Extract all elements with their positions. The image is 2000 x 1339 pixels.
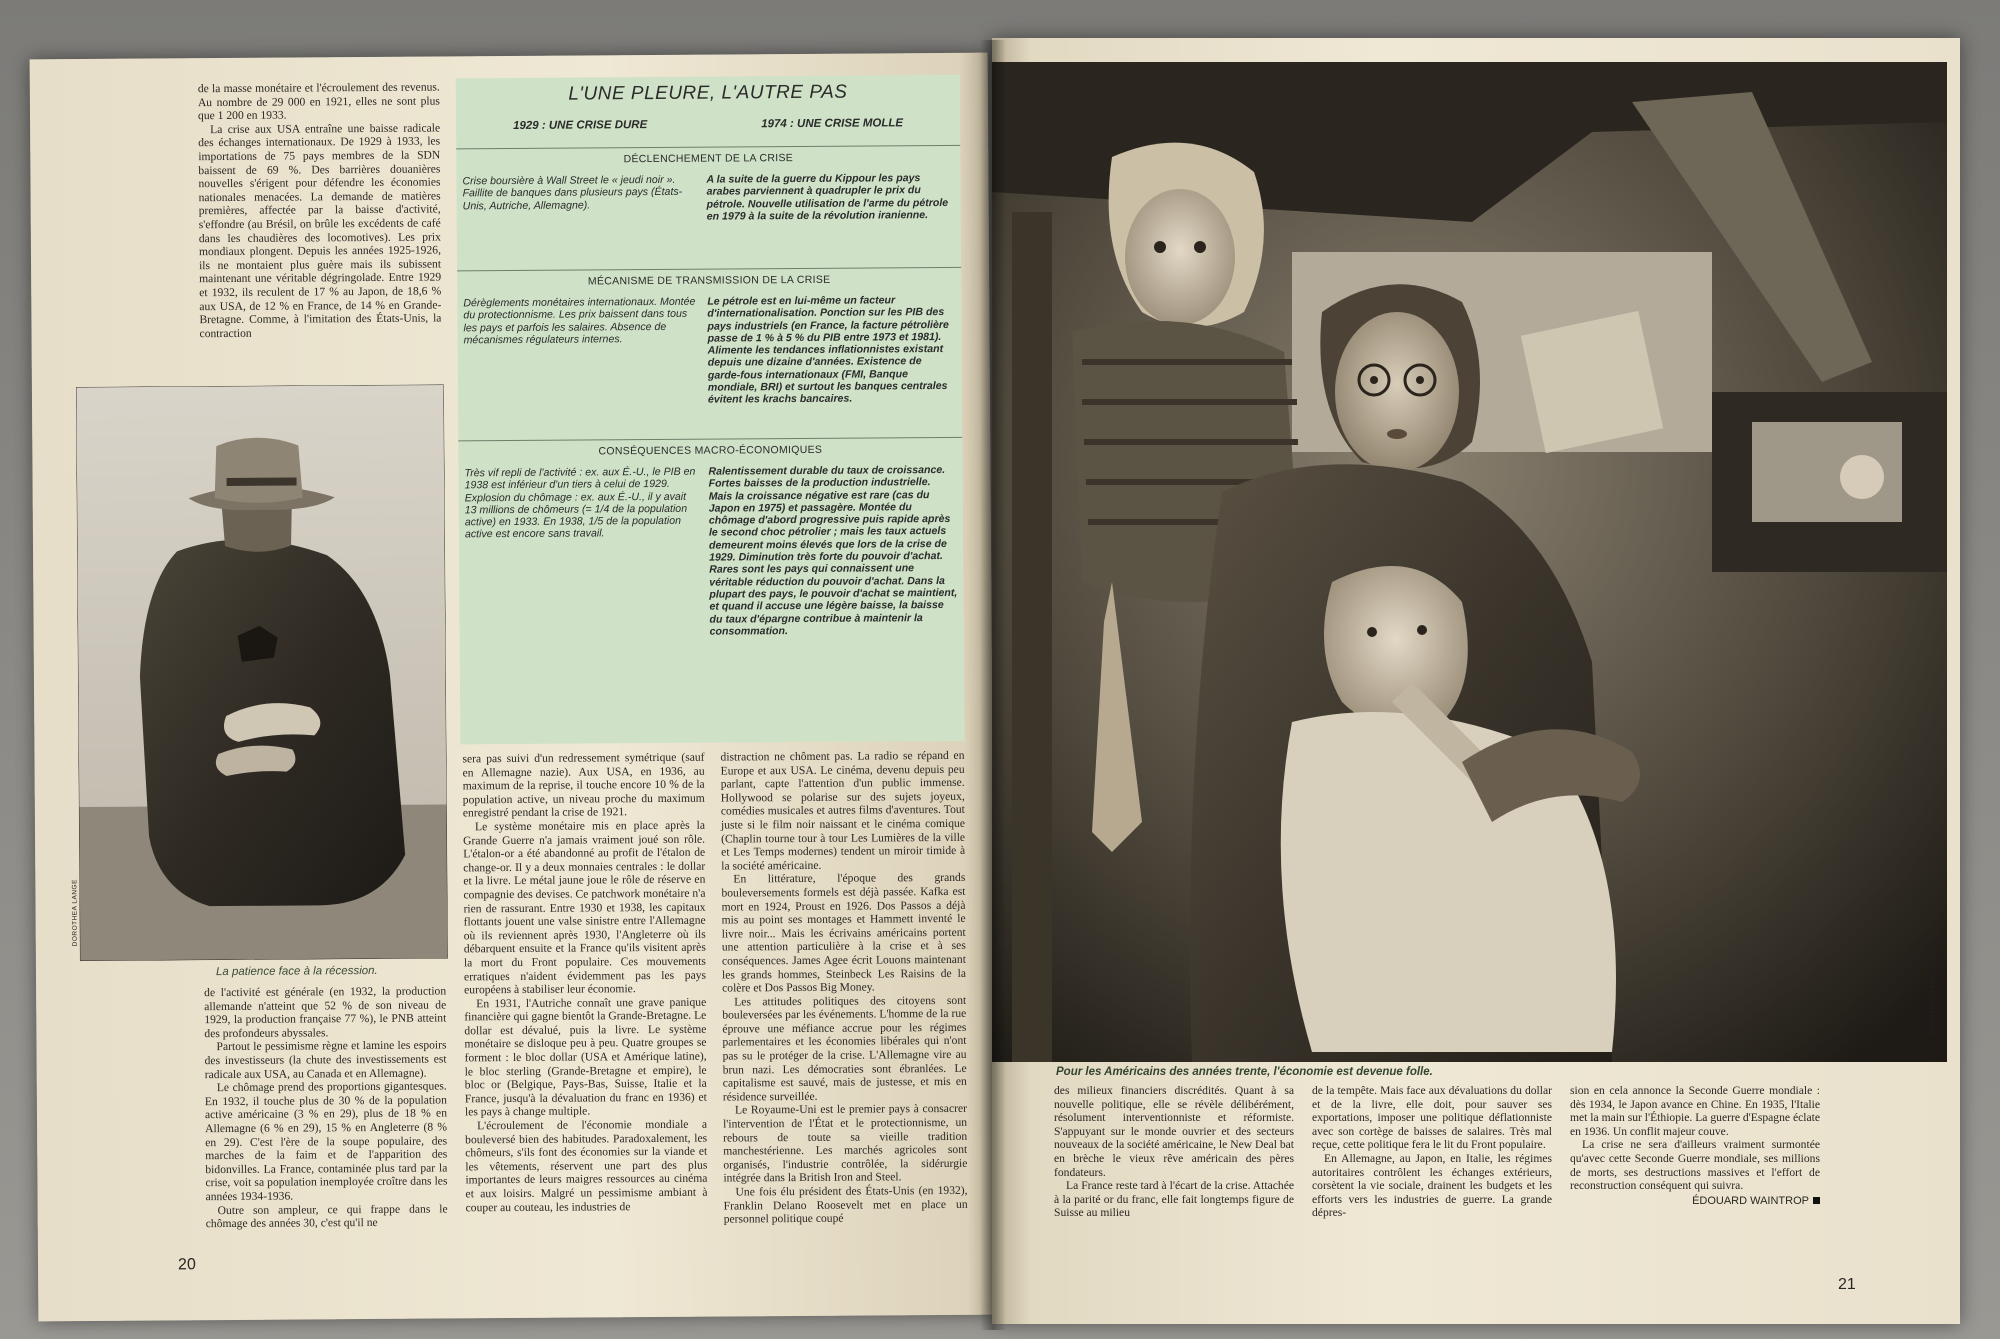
paragraph: de l'activité est générale (en 1932, la production allemande n'atteint que 52 % de son niveau de 1929, la production française 77 %), le PNB atteint des profondeurs abyssales. [204, 984, 447, 1040]
sidebar-section-title: DÉCLENCHEMENT DE LA CRISE [623, 152, 794, 166]
sidebar-text-1974: A la suite de la guerre du Kippour les pays arabes parviennent à quadrupler le prix du pétrole. Nouvelle utilisation de l'arme du pétrole en 1979 à la suite de la révolution iranienne. [706, 172, 949, 223]
comparison-sidebar [456, 75, 965, 745]
paragraph: des milieux financiers discrédités. Quant à sa nouvelle politique, elle se révèle délibérément, résolument interventionniste et réformiste. S'appuyant sur le monde ouvrier et des secteurs nouveaux de la société américaine, le New Deal bat en brèche le vieux rêve américain des pères fondateurs. [1054, 1084, 1294, 1179]
sidebar-text-1929: Crise boursière à Wall Street le « jeudi noir ». Faillite de banques dans plusieurs pays (États-Unis, Autriche, Allemagne). [462, 173, 683, 212]
sidebar-section-transmission [457, 267, 962, 432]
paragraph: En Allemagne, au Japon, en Italie, les régimes autoritaires contrôlent les échanges extérieurs, corsètent la vie sociale, drainent les budgets et les efforts vers les industries de guerre. La grande dépres- [1312, 1151, 1552, 1220]
paragraph: Outre son ampleur, ce qui frappe dans le chômage des années 30, c'est qu'il ne [205, 1201, 448, 1231]
sidebar-title: L'UNE PLEURE, L'AUTRE PAS [568, 81, 848, 105]
paragraph: sera pas suivi d'un redressement symétrique (sauf en Allemagne nazie). Aux USA, en 1936, au maximum de la reprise, il touche encore 10 % de la population active, un niveau proche du maximum enregistré pendant la crise de 1921. [462, 750, 705, 820]
article-right-column-2 [1312, 1084, 1552, 1220]
photo-man-waiting [76, 384, 448, 961]
article-column-2 [462, 751, 707, 1215]
sidebar-column-heads [456, 117, 960, 133]
paragraph: Partout le pessimisme règne et lamine les espoirs des investisseurs (la chute des investissements est radicale aux USA, au Canada et en Allemagne). [204, 1038, 447, 1081]
author-name: ÉDOUARD WAINTROP [1692, 1194, 1809, 1207]
paragraph: de la masse monétaire et l'écroulement des revenus. Au nombre de 29 000 en 1921, elles ne sont plus que 1 200 en 1933. [197, 80, 440, 123]
photo-credit-left: DOROTHEA LANGE [71, 879, 79, 947]
sidebar-section-title: CONSÉQUENCES MACRO-ÉCONOMIQUES [598, 443, 823, 458]
sidebar-text-1929: Très vif repli de l'activité : ex. aux É.-U., le PIB en 1938 est inférieur d'un tiers à celui de 1929. Explosion du chômage : ex. aux É.-U., il y avait 13 millions de chômeurs (= 1/4 de la population active) en 1933. En 1938, 1/5 de la population active est encore sans travail. [464, 465, 696, 541]
sidebar-section-consequences [458, 437, 964, 742]
paragraph: sion en cela annonce la Seconde Guerre mondiale : dès 1934, le Japon avance en Chine. En 1935, l'Italie met la main sur l'Éthiopie. La guerre d'Espagne éclate en 1936. Un conflit majeur couve. [1570, 1084, 1820, 1138]
paragraph: La France reste tard à l'écart de la crise. Attachée à la parité or du franc, elle fait longtemps figure de Suisse au milieu [1054, 1179, 1294, 1220]
paragraph: Le chômage prend des proportions gigantesques. En 1932, il touche plus de 30 % de la population active américaine (3 % en 29), plus de 18 % en Allemagne (6 % en 29), 15 % en Angleterre (8 % en 29). C'est l'ère de la soupe populaire, des marches de la faim et de l'apparition des bidonvilles. La France, contaminée plus tard par la crise, voit sa population inemployée croître dans les années 1934-1936. [204, 1079, 448, 1204]
paragraph: Une fois élu président des États-Unis (en 1932), Franklin Delano Roosevelt met en place un personnel politique coupé [723, 1183, 968, 1226]
page-number-right: 21 [1838, 1276, 1856, 1293]
photo-credit-right: DOROTHEA LANGE [1930, 968, 1937, 1036]
sidebar-section-title: MÉCANISME DE TRANSMISSION DE LA CRISE [587, 273, 831, 288]
sidebar-head-1974: 1974 : UNE CRISE MOLLE [761, 117, 904, 131]
paragraph: En littérature, l'époque des grands bouleversements formels est déjà passée. Kafka est mort en 1924, Proust en 1926. Dos Passos a déjà mis au point ses montages et Hammett inventé le livre noir... Mais les écrivains américains portent une attention particulière à la crise et à ses conséquences. James Agee écrit Louons maintenant les grands hommes, Steinbeck Les Raisins de la colère et Dos Passos Big Money. [721, 871, 967, 995]
paragraph: Le système monétaire mis en place après la Grande Guerre n'a jamais vraiment joué son rôle. L'étalon-or a été abandonné au profit de l'étalon de change-or. Il y a deux monnaies centrales : le dollar et la livre. Le métal jaune joue le rôle de réserve en compagnie des devises. Ce patchwork monétaire n'a rien de rassurant. Entre 1930 et 1938, les capitaux flottants jouent une valse sinistre entre l'Allemagne où ils reviennent après 1930, l'Angleterre où ils débarquent ensuite et la France qu'ils visitent après la mort du Front populaire. Ces mouvements erratiques n'aident évidemment pas les pays européens à stabiliser leur économie. [463, 818, 707, 997]
paragraph: Les attitudes politiques des citoyens sont bouleversées par les événements. L'homme de la rue éprouve une méfiance accrue pour les régimes parlementaires et les économies libérales qui n'ont pas su le protéger de la crise. L'Allemagne vire au brun nazi. Les démocraties sont ébranlées. Le capitalisme est sauvé, mais de justesse, et mis en résidence surveillée. [722, 993, 967, 1104]
author-signature [1570, 1195, 1820, 1209]
photo-migrant-family-image [992, 62, 1947, 1062]
paragraph: L'écroulement de l'économie mondiale a bouleversé bien des habitudes. Paradoxalement, les chômeurs, s'ils font des économies sur la viande et les vêtements, réservent une part des plus importantes de leurs maigres ressources au cinéma et aux loisirs. Malgré un pessimisme ambiant à couper au couteau, les industries de [465, 1117, 708, 1214]
sidebar-text-1974: Ralentissement durable du taux de croissance. Fortes baisses de la production industrielle. Mais la croissance négative est rare (cas du Japon en 1975) et passagère. Montée du chômage d'abord progressive puis rapide après le second choc pétrolier ; mais les taux actuels demeurent moins élevés que lors de la crise de 1929. Diminution très forte du pouvoir d'achat. Rares sont les pays qui connaissent une véritable réduction du pouvoir d'achat. Dans la plupart des pays, le pouvoir d'achat se maintient, et quand il accuse une légère baisse, la baisse du taux d'épargne contribue à maintenir la consommation. [708, 463, 958, 638]
left-page [30, 53, 997, 1322]
end-mark-icon [1813, 1197, 1820, 1204]
paragraph: La crise ne sera d'ailleurs vraiment surmontée qu'avec cette Seconde Guerre mondiale, ses millions de morts, ses destructions massives et l'effort de reconstruction conséquent qui suivra. [1570, 1138, 1820, 1193]
paragraph: La crise aux USA entraîne une baisse radicale des échanges internationaux. De 1929 à 1933, les importations de 75 pays membres de la SDN baissent de 69 %. Des barrières douanières nouvelles s'érigent pour défendre les économies nationales menacées. La demande de matières premières, affectée par la baisse d'activité, s'effondre (au Brésil, on brûle les excédents de café dans les chaudières des locomotives). Les prix mondiaux plongent. Depuis les années 1925-1926, ils ne montaient plus guère mais ils subissent maintenant une véritable dégringolade. Entre 1929 et 1932, ils reculent de 17 % au Japon, de 18,6 % aux USA, de 12 % en France, de 14 % en Grande-Bretagne. Comme, à l'imitation des États-Unis, la contraction [198, 121, 442, 340]
article-right-column-1 [1054, 1084, 1294, 1220]
page-number-left: 20 [177, 1256, 196, 1274]
paragraph: de la tempête. Mais face aux dévaluations du dollar et de la livre, elle doit, pour sauver ses exportations, imposer une politique déflationniste avec son cortège de baisses de salaires. Très mal reçue, cette politique fera le lit du Front populaire. [1312, 1084, 1552, 1152]
right-page [992, 38, 1960, 1324]
article-right-column-3 [1570, 1084, 1820, 1208]
article-top-column [198, 80, 442, 340]
caption-right-photo: Pour les Américains des années trente, l'économie est devenue folle. [1056, 1066, 1433, 1078]
paragraph: Le Royaume-Uni est le premier pays à consacrer l'intervention de l'État et le protectionnisme, un rebours de toute sa vieille tradition manchestérienne. Les marchés agricoles sont organisés, l'industrie contrôlée, la sidérurgie intégrée dans la British Iron and Steel. [723, 1102, 968, 1185]
binding-gutter [980, 40, 1006, 1330]
sidebar-head-1929: 1929 : UNE CRISE DURE [513, 119, 648, 132]
paragraph: distraction ne chôment pas. La radio se répand en Europe et aux USA. Le cinéma, devenu depuis peu parlant, capte l'attention d'un public immense. Hollywood se polarise sur des sujets joyeux, comédies musicales et autres films d'aventures. Tout juste si le film noir naissant et le cinéma comique (Chaplin tourne tour à tour Les Lumières de la ville et Les Temps modernes) tendent un miroir timide à la société américaine. [720, 748, 966, 873]
article-column-3 [720, 749, 967, 1226]
photo-man-waiting-image [76, 384, 448, 961]
sidebar-section-declenchement [456, 145, 961, 264]
caption-left-photo: La patience face à la récession. [215, 964, 378, 979]
paragraph: En 1931, l'Autriche connaît une grave panique financière qui gagne bientôt la Grande-Bretagne. Le dollar est dévalué, puis la livre. Le système monétaire se disloque peu à peu. Quatre groupes se forment : le bloc dollar (USA et Amérique latine), le bloc sterling (Grande-Bretagne et empire), le bloc or (Belgique, Pays-Bas, Suisse, Italie et la France, jusqu'à la dévaluation du franc en 1936) et les pays à change multiple. [464, 995, 707, 1119]
photo-migrant-family [992, 62, 1947, 1062]
sidebar-text-1929: Dérèglements monétaires internationaux. Montée du protectionnisme. Les prix baissent dans tous les pays et parfois les salaires. Absence de mécanismes régulateurs internes. [463, 295, 696, 347]
sidebar-text-1974: Le pétrole est en lui-même un facteur d'internationalisation. Ponction sur les PIB des pays industriels (en France, la facture pétrolière passe de 1 % à 5 % du PIB entre 1973 et 1981). Alimente les tendances inflationnistes existant depuis une dizaine d'années. Existence de garde-fous internationaux (FMI, Banque mondiale, BRI) et surtout les banques centrales évitent les krachs bancaires. [707, 294, 949, 407]
article-column-1 [204, 984, 448, 1230]
